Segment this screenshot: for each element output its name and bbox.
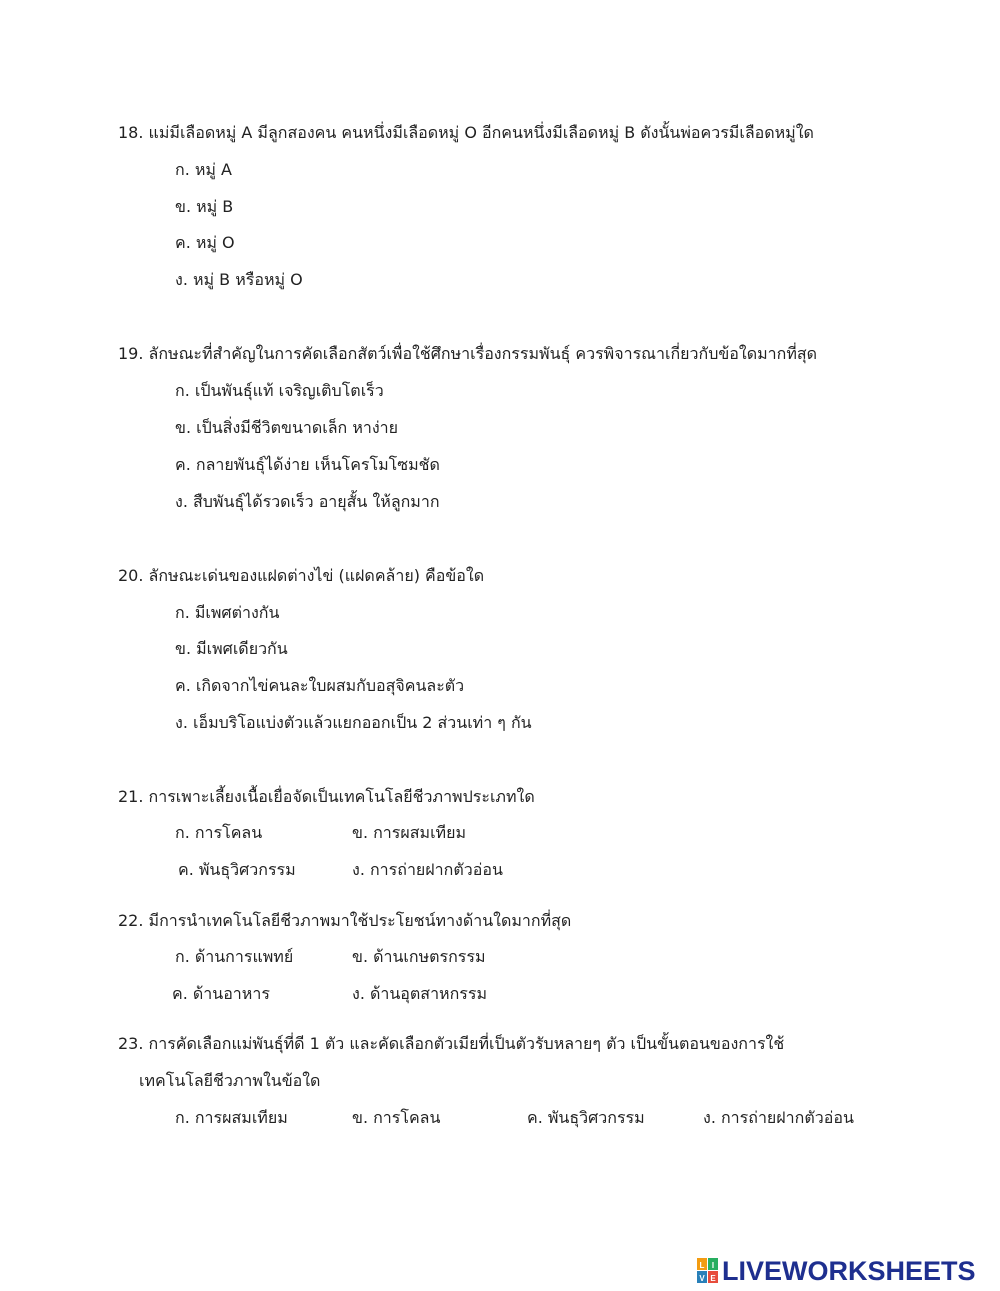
question-23-option-b[interactable]: ข. การโคลน (352, 1108, 441, 1127)
question-20-option-d[interactable]: ง. เอ็มบริโอแบ่งตัวแล้วแยกออกเป็น 2 ส่วนเท่า ๆ กัน (175, 713, 532, 732)
question-20-option-b[interactable]: ข. มีเพศเดียวกัน (175, 639, 288, 658)
liveworksheets-logo-icon (697, 1258, 719, 1284)
liveworksheets-logo-text: LIVEWORKSHEETS (722, 1256, 976, 1286)
question-21-option-c[interactable]: ค. พันธุวิศวกรรม (178, 860, 296, 879)
question-21-text: 21. การเพาะเลี้ยงเนื้อเยื่อจัดเป็นเทคโนโลยีชีวภาพประเภทใด (118, 787, 535, 806)
question-19-text: 19. ลักษณะที่สำคัญในการคัดเลือกสัตว์เพื่อใช้ศึกษาเรื่องกรรมพันธุ์ ควรพิจารณาเกี่ยวกับข้อใดมากที่สุด (118, 344, 818, 363)
question-23-text-line2: เทคโนโลยีชีวภาพในข้อใด (139, 1071, 321, 1090)
question-22-option-c[interactable]: ค. ด้านอาหาร (172, 984, 270, 1003)
question-21-option-b[interactable]: ข. การผสมเทียม (352, 823, 466, 842)
svg-text:E: E (710, 1274, 716, 1283)
svg-text:L: L (699, 1261, 705, 1270)
question-20-text: 20. ลักษณะเด่นของแฝดต่างไข่ (แฝดคล้าย) คือข้อใด (118, 566, 485, 585)
question-18-option-a[interactable]: ก. หมู่ A (175, 160, 232, 179)
question-18-option-b[interactable]: ข. หมู่ B (175, 197, 234, 216)
svg-text:V: V (699, 1274, 705, 1283)
svg-text:I: I (711, 1261, 715, 1270)
liveworksheets-logo[interactable] (697, 1256, 976, 1286)
question-22-option-d[interactable]: ง. ด้านอุตสาหกรรม (352, 984, 488, 1003)
question-18-text: 18. แม่มีเลือดหมู่ A มีลูกสองคน คนหนึ่งมีเลือดหมู่ O อีกคนหนึ่งมีเลือดหมู่ B ดังนั้นพ่อควรมีเลือดหมู่ใด (118, 123, 814, 142)
question-18-option-c[interactable]: ค. หมู่ O (175, 233, 235, 252)
question-22-option-b[interactable]: ข. ด้านเกษตรกรรม (352, 947, 486, 966)
question-19-option-a[interactable]: ก. เป็นพันธุ์แท้ เจริญเติบโตเร็ว (175, 381, 384, 400)
question-23-text: 23. การคัดเลือกแม่พันธุ์ที่ดี 1 ตัว และคัดเลือกตัวเมียที่เป็นตัวรับหลายๆ ตัว เป็นขั้นตอนของการใช้ (118, 1034, 785, 1053)
question-19-option-b[interactable]: ข. เป็นสิ่งมีชีวิตขนาดเล็ก หาง่าย (175, 418, 399, 437)
question-22-text: 22. มีการนำเทคโนโลยีชีวภาพมาใช้ประโยชน์ทางด้านใดมากที่สุด (118, 911, 572, 930)
question-23-option-d[interactable]: ง. การถ่ายฝากตัวอ่อน (703, 1108, 854, 1127)
question-23-option-c[interactable]: ค. พันธุวิศวกรรม (527, 1108, 645, 1127)
question-21-option-d[interactable]: ง. การถ่ายฝากตัวอ่อน (352, 860, 503, 879)
question-18-option-d[interactable]: ง. หมู่ B หรือหมู่ O (175, 270, 303, 289)
question-20-option-a[interactable]: ก. มีเพศต่างกัน (175, 603, 280, 622)
question-22-option-a[interactable]: ก. ด้านการแพทย์ (175, 947, 294, 966)
question-19-option-d[interactable]: ง. สืบพันธุ์ได้รวดเร็ว อายุสั้น ให้ลูกมาก (175, 492, 440, 511)
question-19-option-c[interactable]: ค. กลายพันธุ์ได้ง่าย เห็นโครโมโซมชัด (175, 455, 440, 474)
question-23-option-a[interactable]: ก. การผสมเทียม (175, 1108, 288, 1127)
question-20-option-c[interactable]: ค. เกิดจากไข่คนละใบผสมกับอสุจิคนละตัว (175, 676, 465, 695)
question-21-option-a[interactable]: ก. การโคลน (175, 823, 263, 842)
